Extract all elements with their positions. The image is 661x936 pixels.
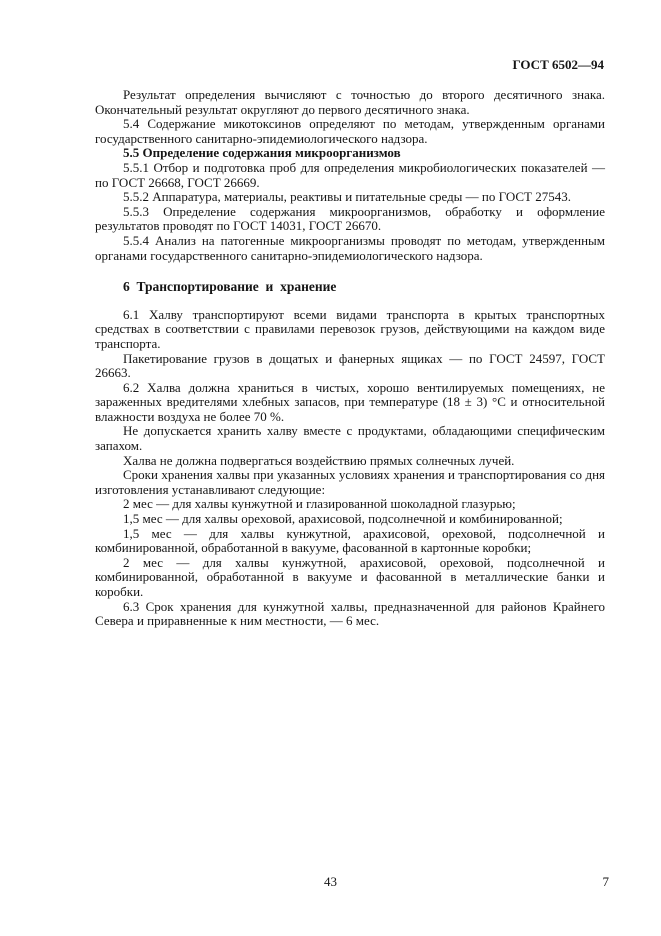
paragraph: 5.4 Содержание микотоксинов определяют по методам, утвержденным органами государственного санитарно-эпидемиологического надзора.	[95, 116, 605, 146]
paragraph: Сроки хранения халвы при указанных условиях хранения и транспортирования со дня изготовления устанавливают следующие:	[95, 467, 605, 497]
section-heading: 6 Транспортирование и хранение	[123, 279, 337, 295]
paragraph: 6.1 Халву транспортируют всеми видами транспорта в крытых транспортных средствах в соответствии с правилами перевозок грузов, действующими на каждом виде транспорта.	[95, 306, 605, 351]
paragraph: 1,5 мес — для халвы ореховой, арахисовой, подсолнечной и комбинированной;	[123, 511, 563, 527]
paragraph: 6.3 Срок хранения для кунжутной халвы, предназначенной для районов Крайнего Севера и приравненные к ним местности, — 6 мес.	[95, 598, 605, 629]
paragraph: 5.5.2 Аппаратура, материалы, реактивы и питательные среды — по ГОСТ 27543.	[123, 189, 571, 205]
paragraph: Результат определения вычисляют с точностью до второго десятичного знака. Окончательный результат округляют до первого десятичного знака.	[95, 87, 605, 117]
paragraph: 1,5 мес — для халвы кунжутной, арахисовой, ореховой, подсолнечной и комбинированной, обработанной в вакууме, фасованной в картонные коробки;	[95, 525, 605, 556]
doc-number-header: ГОСТ 6502—94	[512, 57, 604, 72]
paragraph: 5.5 Определение содержания микроорганизмов	[123, 145, 401, 161]
paragraph: 2 мес — для халвы кунжутной, арахисовой, ореховой, подсолнечной и комбинированной, обработанной в вакууме и фасованной в металлические банки и коробки.	[95, 554, 605, 599]
paragraph: 2 мес — для халвы кунжутной и глазированной шоколадной глазурью;	[123, 496, 516, 512]
paragraph: 5.5.3 Определение содержания микроорганизмов, обработку и оформление результатов проводят по ГОСТ 14031, ГОСТ 26670.	[95, 203, 605, 234]
page-number-right: 7	[602, 874, 609, 890]
paragraph: 5.5.4 Анализ на патогенные микроорганизмы проводят по методам, утвержденным органами государственного санитарно-эпидемиологического надзора.	[95, 232, 605, 263]
paragraph: Халва не должна подвергаться воздействию прямых солнечных лучей.	[123, 452, 515, 468]
page-number-center: 43	[324, 874, 337, 890]
paragraph: Не допускается хранить халву вместе с продуктами, обладающими специфическим запахом.	[95, 423, 605, 454]
paragraph: 5.5.1 Отбор и подготовка проб для определения микробиологических показателей — по ГОСТ 26668, ГОСТ 26669.	[95, 159, 605, 190]
paragraph: Пакетирование грузов в дощатых и фанерных ящиках — по ГОСТ 24597, ГОСТ 26663.	[95, 350, 605, 381]
paragraph: 6.2 Халва должна храниться в чистых, хорошо вентилируемых помещениях, не зараженных вредителями хлебных запасов, при температуре (18 ± 3) °С и относительной влажности воздуха не более 70 %.	[95, 379, 605, 424]
document-body	[95, 88, 605, 629]
